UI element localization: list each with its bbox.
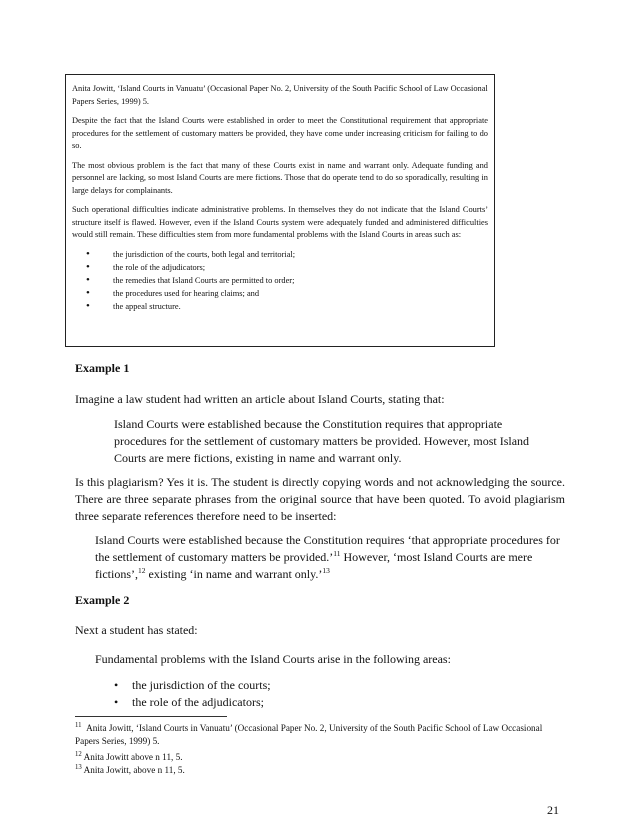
example-2-quote-text: Fundamental problems with the Island Courts arise in the following areas: — [95, 652, 451, 666]
box-bullet-list — [72, 249, 488, 315]
box-bullet-item: • the role of the adjudicators; — [86, 262, 488, 275]
box-bullet-item: • the jurisdiction of the courts, both legal and territorial; — [86, 249, 488, 262]
box-bullet-item: • the remedies that Island Courts are permitted to order; — [86, 275, 488, 288]
example-1-quote — [114, 416, 554, 467]
example-2-intro: Next a student has stated: — [75, 623, 198, 637]
example-1-analysis: Is this plagiarism? Yes it is. The student is directly copying words and not acknowledging the source. There are three separate phrases from the original source that have been quoted. To avoid plagiarism three separate references therefore need to be inserted: — [75, 475, 565, 523]
footnote-ref-13[interactable]: 13 — [322, 566, 330, 575]
footnote-number: 12 — [75, 751, 82, 758]
page-number: 21 — [547, 803, 559, 817]
corrected-part-3: existing ‘in name and warrant only.’ — [145, 567, 323, 581]
corrected-part-1: Island Courts were established because the Constitution requires ‘that appropriate procedures for the settlement of customary matters be provided.’ — [95, 533, 560, 564]
corrected-part-2: However, ‘most Island Courts are mere fictions’, — [95, 550, 533, 581]
example-2-bullet-item: • the jurisdiction of the courts; — [114, 677, 271, 694]
footnote-number: 11 — [75, 722, 82, 729]
box-paragraph-3: Such operational difficulties indicate administrative problems. In themselves they do not indicate that the Island Courts’ structure itself is flawed. However, even if the Island Courts system were adequately funded and administered difficulties would still remain. These difficulties stem from more fundamental problems with the Island Courts in areas such as: — [72, 205, 488, 239]
example-2-bullet-list — [114, 677, 271, 711]
box-citation: Anita Jowitt, ‘Island Courts in Vanuatu’ (Occasional Paper No. 2, University of the South Pacific School of Law Occasional Papers Series, 1999) 5. — [72, 84, 488, 106]
footnote-13 — [75, 764, 565, 777]
example-1-corrected-quote — [95, 532, 565, 583]
box-paragraph-2: The most obvious problem is the fact that many of these Courts exist in name and warrant only. Adequate funding and personnel are lacking, so most Island Courts are mere fictions. Those that do operate tend to do so sporadically, resulting in large delays for complainants. — [72, 160, 488, 195]
footnote-ref-11[interactable]: 11 — [333, 549, 341, 558]
footnote-text: Anita Jowitt above n 11, 5. — [83, 752, 183, 762]
footnote-number: 13 — [75, 764, 82, 771]
box-bullet-item: • the procedures used for hearing claims; and — [86, 288, 488, 301]
example-2-heading: Example 2 — [75, 593, 130, 607]
example-2-bullet-item: • the role of the adjudicators; — [114, 694, 271, 711]
box-paragraph-1: Despite the fact that the Island Courts were established in order to meet the Constitutional requirement that appropriate procedures for the settlement of customary matters be provided, they have come under increasing criticism for failing to do so. — [72, 116, 488, 150]
example-2-quote — [95, 651, 565, 668]
source-extract-box — [65, 74, 495, 347]
box-bullet-item: • the appeal structure. — [86, 301, 488, 314]
example-1-intro: Imagine a law student had written an article about Island Courts, stating that: — [75, 392, 445, 406]
footnote-12 — [75, 751, 565, 764]
footnote-text: Anita Jowitt, above n 11, 5. — [83, 765, 185, 775]
footnote-text: Anita Jowitt, ‘Island Courts in Vanuatu’ (Occasional Paper No. 2, University of the South Pacific School of Law Occasional Papers Series, 1999) 5. — [75, 723, 543, 746]
footnote-ref-12[interactable]: 12 — [138, 566, 146, 575]
example-1-quote-text: Island Courts were established because the Constitution requires that appropriate procedures for the settlement of customary matters be provided. However, most Island Courts are mere fictions, existing in name and warrant only. — [114, 417, 530, 465]
footnote-11 — [75, 722, 565, 748]
footnote-separator — [75, 716, 227, 717]
example-1-heading: Example 1 — [75, 361, 130, 375]
